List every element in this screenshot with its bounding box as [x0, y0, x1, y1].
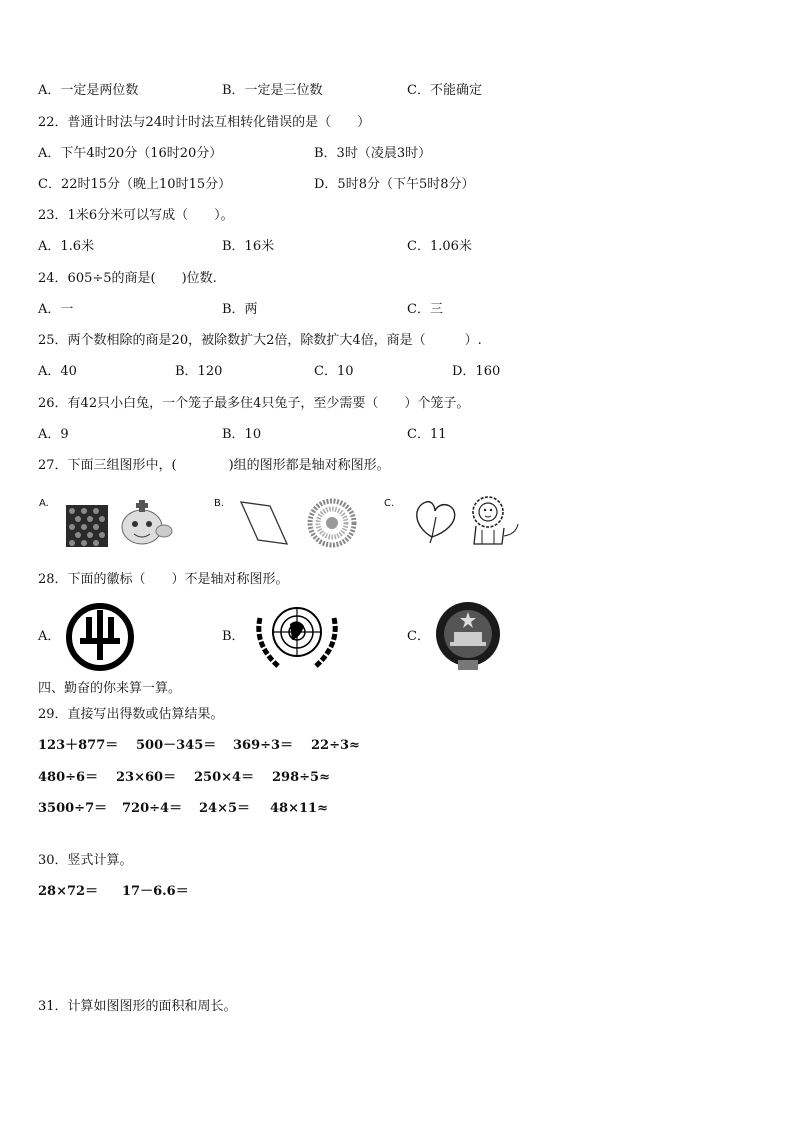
- q24-stem: 24．605÷5的商是( )位数.: [38, 271, 217, 286]
- q23-option-a: A．1.6米: [38, 239, 95, 254]
- q29-stem: 29．直接写出得数或估算结果。: [38, 707, 224, 722]
- q21-option-b: B．一定是三位数: [222, 83, 323, 98]
- q29-item: 298÷5≈: [272, 770, 330, 785]
- q22-option-b: B．3时（凌晨3时）: [314, 146, 432, 161]
- q28-option-b: B．: [222, 629, 245, 644]
- q29-item: 3500÷7＝: [38, 801, 108, 816]
- q27-c-lion-image: [464, 492, 522, 548]
- q28-stem: 28．下面的徽标（ ）不是轴对称图形。: [38, 572, 289, 587]
- q22-option-c: C．22时15分（晚上10时15分）: [38, 177, 232, 192]
- q26-option-c: C．11: [407, 427, 447, 442]
- q24-option-b: B．两: [222, 302, 258, 317]
- q25-option-a: A．40: [38, 364, 77, 379]
- q29-item: 22÷3≈: [311, 738, 360, 753]
- q28-b-un-emblem-image: [250, 598, 344, 672]
- q29-item: 500－345＝: [136, 738, 217, 753]
- q21-option-c: C．不能确定: [407, 83, 482, 98]
- q25-stem: 25．两个数相除的商是20，被除数扩大2倍，除数扩大4倍，商是（ ）.: [38, 333, 482, 348]
- q29-item: 48×11≈: [270, 801, 328, 816]
- q26-stem: 26．有42只小白兔，一个笼子最多住4只兔子，至少需要（ ）个笼子。: [38, 396, 470, 411]
- q25-option-b: B．120: [175, 364, 223, 379]
- q29-item: 250×4＝: [194, 770, 255, 785]
- q22-stem: 22．普通计时法与24时计时法互相转化错误的是（ ）: [38, 115, 371, 130]
- q30-item: 17－6.6＝: [122, 884, 189, 899]
- q28-c-national-emblem-image: [434, 598, 502, 672]
- q23-option-b: B．16米: [222, 239, 275, 254]
- q25-option-c: C．10: [314, 364, 354, 379]
- q29-item: 720÷4＝: [122, 801, 183, 816]
- q27-a-cartoon-face-image: [114, 497, 174, 547]
- q27-a-pattern-square-image: [66, 505, 108, 547]
- q26-option-b: B．10: [222, 427, 262, 442]
- q29-item: 369÷3＝: [233, 738, 294, 753]
- q27-label-a: A.: [39, 498, 49, 509]
- q29-item: 480÷6＝: [38, 770, 99, 785]
- q28-option-a: A．: [38, 629, 61, 644]
- section-4-title: 四、勤奋的你来算一算。: [38, 681, 182, 696]
- q23-stem: 23．1米6分米可以写成（ ）。: [38, 208, 234, 223]
- q28-a-bank-logo-image: [64, 602, 136, 672]
- q29-item: 23×60＝: [116, 770, 177, 785]
- q24-option-c: C．三: [407, 302, 443, 317]
- q27-b-parallelogram-image: [238, 500, 290, 546]
- q21-option-a: A．一定是两位数: [38, 83, 139, 98]
- q27-b-sunburst-image: [307, 498, 357, 548]
- q29-item: 123＋877＝: [38, 738, 119, 753]
- q27-c-leaf-image: [410, 497, 458, 545]
- q30-stem: 30．竖式计算。: [38, 853, 133, 868]
- q28-option-c: C．: [407, 629, 430, 644]
- q24-option-a: A．一: [38, 302, 74, 317]
- q23-option-c: C．1.06米: [407, 239, 472, 254]
- q22-option-a: A．下午4时20分（16时20分）: [38, 146, 223, 161]
- q27-stem: 27．下面三组图形中，( )组的图形都是轴对称图形。: [38, 458, 390, 473]
- q27-label-b: B.: [214, 498, 225, 509]
- q29-item: 24×5＝: [199, 801, 251, 816]
- q25-option-d: D．160: [452, 364, 501, 379]
- q30-item: 28×72＝: [38, 884, 99, 899]
- q22-option-d: D．5时8分（下午5时8分）: [314, 177, 475, 192]
- q31-stem: 31．计算如图图形的面积和周长。: [38, 999, 237, 1014]
- q26-option-a: A．9: [38, 427, 69, 442]
- q27-label-c: C.: [384, 498, 395, 509]
